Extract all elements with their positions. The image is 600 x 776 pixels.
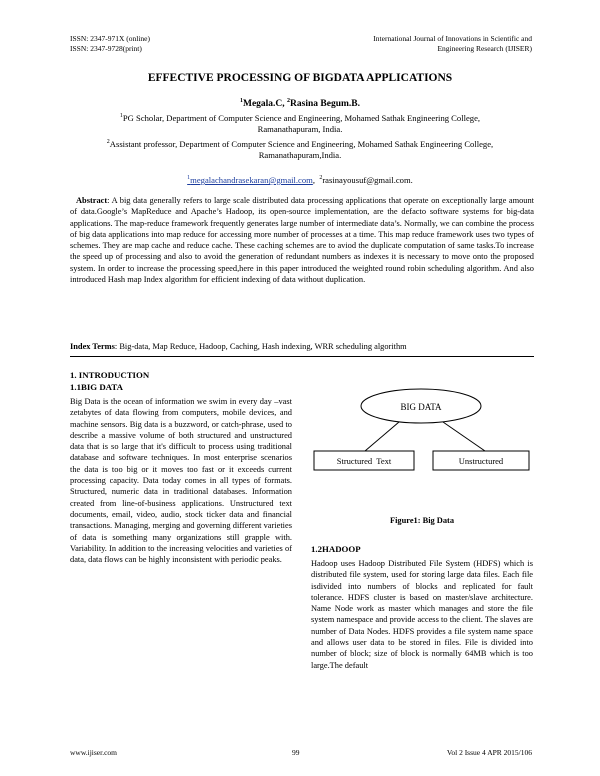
email-2: rasinayousuf@gmail.com. <box>322 175 413 185</box>
big-data-node-label: BIG DATA <box>400 402 442 412</box>
emails: $^1$megalachandrasekaran@gmail.com, $^2$rasinayousuf@gmail.com. <box>187 175 413 185</box>
affiliation-1-sup: 1 <box>119 113 123 119</box>
edge-left <box>365 422 399 451</box>
authors: $^1$Megala.C, $^2$Rasina Begum.B. <box>239 98 360 110</box>
abstract <box>70 195 534 285</box>
index-terms <box>70 342 534 351</box>
journal-name-line2: Engineering Research (IJISER) <box>437 44 532 53</box>
affiliation-2-line2: Ramanathapuram,India. <box>258 149 342 160</box>
affiliation-1-line2: Ramanathapuram, India. <box>257 123 343 134</box>
section-divider <box>70 356 534 357</box>
hadoop-paragraph: Hadoop uses Hadoop Distributed File System (HDFS) which is distributed file system, used for storing large data files. Each file isdivided into numbers of blocks and replicated for fault tolerance. HDFS cluster is based on master/slave architecture. Name Node work as master which manages and store the file system namespace and provide access to the client. The slaves are number of Data Nodes. HDFS provides a file system name space and allows user data to be stored in files. File is divided into number of block; size of block is normally 64MB which is too large.The default <box>311 559 533 670</box>
abstract-text: : A big data generally refers to large scale distributed data processing applications that operate on exceptionally large amount of data.Google’s MapReduce and Apache’s Hadoop, its open-source implementation, are the defacto software systems for big-data applications. The map-reduce framework frequently generates large number of intermediate data’s. Normally, we can combine the process of big data applications into map reduce for accessing more number of processes at a time. This map reduce framework uses two types of schemes. They are map cache and reduce cache. These caching schemes are to aviod the duplicate computation of same tasks.To increase the speed up of processing and also to avoid the generation of redundant numbers as indexes it is necessary to move onto the proposed system. In order to increase the processing speed,here in this paper introduced the weighted round robin scheduling algorithm. And also introduced Hash map Index algorithm for efficient indexing of data without duplication. <box>70 196 534 285</box>
subsection-heading-big-data: 1.1BIG DATA <box>70 382 123 392</box>
author-2: Rasina Begum.B. <box>290 99 360 110</box>
affiliation-2 <box>80 137 520 161</box>
affiliation-2-line1: Assistant professor, Department of Computer Science and Engineering, Mohamed Sathak Engineering College, <box>109 138 494 149</box>
journal-name-line1: International Journal of Innovations in Scientific and <box>373 34 532 43</box>
unstructured-label: Unstructured <box>458 456 504 466</box>
abstract-label: Abstract <box>76 196 108 205</box>
footer-volume: Vol 2 Issue 4 APR 2015/106 <box>446 748 532 757</box>
subsection-heading-hadoop: 1.2HADOOP <box>311 544 361 554</box>
index-terms-text: : Big-data, Map Reduce, Hadoop, Caching, Hash indexing, WRR scheduling algorithm <box>114 342 407 351</box>
index-terms-label: Index Terms <box>70 342 115 351</box>
affiliation-1 <box>80 111 520 135</box>
paper-title: EFFECTIVE PROCESSING OF BIGDATA APPLICATIONS <box>147 72 453 84</box>
issn-print: ISSN: 2347-9728(print) <box>70 44 142 53</box>
affiliation-1-line1: PG Scholar, Department of Computer Science and Engineering, Mohamed Sathak Engineering College, <box>122 112 481 123</box>
figure-caption: Figure1: Big Data <box>389 516 455 525</box>
footer-website: www.ijiser.com <box>70 748 118 757</box>
header-left <box>70 34 150 54</box>
issn-online: ISSN: 2347-971X (online) <box>70 34 150 43</box>
section-heading-introduction: 1. INTRODUCTION <box>70 370 150 380</box>
structured-text-label: Structured Text <box>336 456 392 466</box>
affiliation-2-sup: 2 <box>106 139 110 145</box>
footer-page-number: 99 <box>292 748 300 757</box>
email-1-link[interactable]: $^1$megalachandrasekaran@gmail.com <box>187 175 313 185</box>
big-data-diagram <box>311 385 533 495</box>
author-1: Megala.C, <box>242 99 285 110</box>
big-data-paragraph: Big Data is the ocean of information we swim in every day –vast zetabytes of data flowing from computers, mobile devices, and machine sensors. Big data is a buzzword, or catch-phrase, used to describe a massive volume of both structured and unstructured data that is so large that it's difficult to process using traditional database and software techniques. In most enterprise scenarios the data is too big or it moves too fast or it exceeds current processing capacity. Data today comes in all types of formats. Structured, numeric data in traditional databases. Information created from line-of-business applications. Unstructured text documents, email, video, audio, stock ticker data and financial transactions. Managing, merging and governing different varieties of data is something many organizations still grapple with. Variability. In addition to the increasing velocities and varieties of data, data flows can be highly inconsistent with periodic peaks. <box>70 397 292 565</box>
header-right <box>373 34 532 54</box>
edge-right <box>443 422 485 451</box>
